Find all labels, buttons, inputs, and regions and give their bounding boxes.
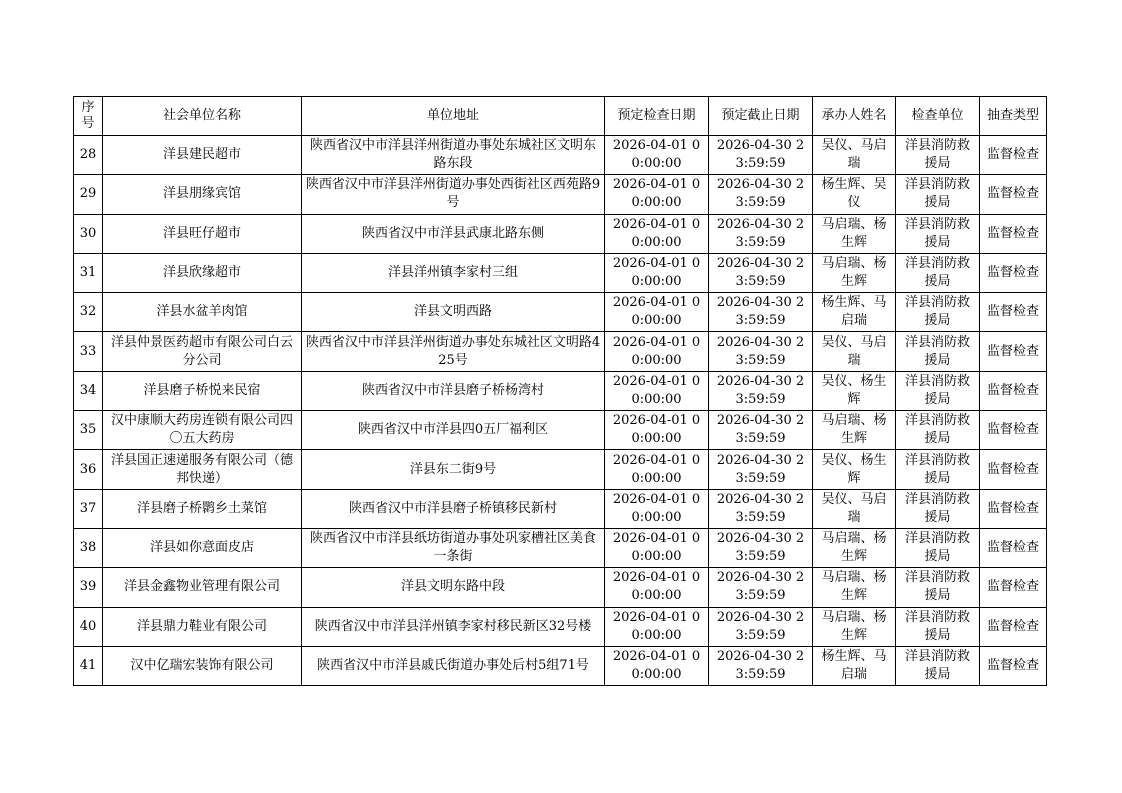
cell-address: 洋县洋州镇李家村三组 — [302, 253, 605, 292]
cell-name: 洋县鼎力鞋业有限公司 — [103, 607, 302, 646]
cell-name: 洋县金鑫物业管理有限公司 — [103, 568, 302, 607]
cell-end-date: 2026-04-30 23:59:59 — [709, 175, 813, 214]
cell-end-date: 2026-04-30 23:59:59 — [709, 489, 813, 528]
cell-check-type: 监督检查 — [980, 607, 1047, 646]
cell-address: 陕西省汉中市洋县洋州街道办事处东城社区文明东路东段 — [302, 136, 605, 175]
cell-address: 陕西省汉中市洋县武康北路东侧 — [302, 214, 605, 253]
table-row — [74, 253, 1047, 292]
table-row — [74, 175, 1047, 214]
cell-address: 洋县东二街9号 — [302, 450, 605, 489]
table-row — [74, 411, 1047, 450]
cell-end-date: 2026-04-30 23:59:59 — [709, 450, 813, 489]
cell-address: 陕西省汉中市洋县洋州镇李家村移民新区32号楼 — [302, 607, 605, 646]
cell-seq: 33 — [74, 332, 103, 371]
cell-inspection-unit: 洋县消防救援局 — [896, 646, 980, 685]
cell-handler: 马启瑞、杨生辉 — [813, 411, 896, 450]
cell-seq: 37 — [74, 489, 103, 528]
cell-check-type: 监督检查 — [980, 175, 1047, 214]
cell-handler: 马启瑞、杨生辉 — [813, 568, 896, 607]
header-handler: 承办人姓名 — [813, 97, 896, 136]
table-row — [74, 371, 1047, 410]
cell-inspection-unit: 洋县消防救援局 — [896, 607, 980, 646]
cell-start-date: 2026-04-01 00:00:00 — [605, 214, 709, 253]
cell-address: 洋县文明东路中段 — [302, 568, 605, 607]
cell-address: 陕西省汉中市洋县洋州街道办事处东城社区文明路425号 — [302, 332, 605, 371]
cell-address: 陕西省汉中市洋县磨子桥杨湾村 — [302, 371, 605, 410]
cell-name: 洋县旺仔超市 — [103, 214, 302, 253]
cell-handler: 杨生辉、吴仪 — [813, 175, 896, 214]
cell-seq: 41 — [74, 646, 103, 685]
table-row — [74, 489, 1047, 528]
cell-name: 洋县磨子桥鹮乡土菜馆 — [103, 489, 302, 528]
table-row — [74, 528, 1047, 567]
cell-check-type: 监督检查 — [980, 332, 1047, 371]
cell-address: 陕西省汉中市洋县纸坊街道办事处巩家槽社区美食一条街 — [302, 528, 605, 567]
cell-check-type: 监督检查 — [980, 528, 1047, 567]
cell-start-date: 2026-04-01 00:00:00 — [605, 450, 709, 489]
cell-start-date: 2026-04-01 00:00:00 — [605, 646, 709, 685]
cell-handler: 吴仪、杨生辉 — [813, 371, 896, 410]
header-end-date: 预定截止日期 — [709, 97, 813, 136]
table-row — [74, 646, 1047, 685]
cell-start-date: 2026-04-01 00:00:00 — [605, 489, 709, 528]
cell-address: 陕西省汉中市洋县磨子桥镇移民新村 — [302, 489, 605, 528]
cell-start-date: 2026-04-01 00:00:00 — [605, 607, 709, 646]
cell-end-date: 2026-04-30 23:59:59 — [709, 646, 813, 685]
cell-start-date: 2026-04-01 00:00:00 — [605, 371, 709, 410]
cell-seq: 32 — [74, 293, 103, 332]
cell-end-date: 2026-04-30 23:59:59 — [709, 568, 813, 607]
cell-end-date: 2026-04-30 23:59:59 — [709, 332, 813, 371]
cell-check-type: 监督检查 — [980, 136, 1047, 175]
header-inspection-unit: 检查单位 — [896, 97, 980, 136]
cell-inspection-unit: 洋县消防救援局 — [896, 214, 980, 253]
header-name: 社会单位名称 — [103, 97, 302, 136]
cell-check-type: 监督检查 — [980, 214, 1047, 253]
cell-address: 陕西省汉中市洋县戚氏街道办事处后村5组71号 — [302, 646, 605, 685]
table-row — [74, 607, 1047, 646]
cell-inspection-unit: 洋县消防救援局 — [896, 489, 980, 528]
table-row — [74, 332, 1047, 371]
cell-start-date: 2026-04-01 00:00:00 — [605, 253, 709, 292]
inspection-table — [73, 96, 1047, 686]
cell-address: 洋县文明西路 — [302, 293, 605, 332]
cell-name: 洋县如你意面皮店 — [103, 528, 302, 567]
cell-name: 洋县朋缘宾馆 — [103, 175, 302, 214]
cell-start-date: 2026-04-01 00:00:00 — [605, 332, 709, 371]
cell-seq: 38 — [74, 528, 103, 567]
cell-seq: 30 — [74, 214, 103, 253]
header-row — [74, 97, 1047, 136]
cell-seq: 28 — [74, 136, 103, 175]
cell-inspection-unit: 洋县消防救援局 — [896, 371, 980, 410]
cell-inspection-unit: 洋县消防救援局 — [896, 411, 980, 450]
cell-check-type: 监督检查 — [980, 646, 1047, 685]
cell-seq: 39 — [74, 568, 103, 607]
header-seq: 序号 — [74, 97, 103, 136]
table-row — [74, 136, 1047, 175]
cell-end-date: 2026-04-30 23:59:59 — [709, 136, 813, 175]
cell-address: 陕西省汉中市洋县洋州街道办事处西街社区西苑路9号 — [302, 175, 605, 214]
cell-seq: 35 — [74, 411, 103, 450]
cell-address: 陕西省汉中市洋县四0五厂福利区 — [302, 411, 605, 450]
cell-start-date: 2026-04-01 00:00:00 — [605, 136, 709, 175]
cell-seq: 34 — [74, 371, 103, 410]
cell-name: 洋县磨子桥悦来民宿 — [103, 371, 302, 410]
cell-start-date: 2026-04-01 00:00:00 — [605, 411, 709, 450]
cell-inspection-unit: 洋县消防救援局 — [896, 450, 980, 489]
cell-handler: 马启瑞、杨生辉 — [813, 253, 896, 292]
cell-handler: 吴仪、杨生辉 — [813, 450, 896, 489]
table-row — [74, 450, 1047, 489]
header-address: 单位地址 — [302, 97, 605, 136]
cell-seq: 36 — [74, 450, 103, 489]
cell-start-date: 2026-04-01 00:00:00 — [605, 293, 709, 332]
cell-inspection-unit: 洋县消防救援局 — [896, 175, 980, 214]
cell-check-type: 监督检查 — [980, 568, 1047, 607]
cell-inspection-unit: 洋县消防救援局 — [896, 253, 980, 292]
table-row — [74, 568, 1047, 607]
cell-handler: 马启瑞、杨生辉 — [813, 607, 896, 646]
cell-handler: 杨生辉、马启瑞 — [813, 646, 896, 685]
cell-handler: 吴仪、马启瑞 — [813, 489, 896, 528]
cell-name: 汉中亿瑞宏装饰有限公司 — [103, 646, 302, 685]
cell-inspection-unit: 洋县消防救援局 — [896, 568, 980, 607]
cell-end-date: 2026-04-30 23:59:59 — [709, 528, 813, 567]
cell-end-date: 2026-04-30 23:59:59 — [709, 371, 813, 410]
cell-handler: 吴仪、马启瑞 — [813, 136, 896, 175]
cell-check-type: 监督检查 — [980, 450, 1047, 489]
table-row — [74, 293, 1047, 332]
cell-end-date: 2026-04-30 23:59:59 — [709, 253, 813, 292]
cell-handler: 吴仪、马启瑞 — [813, 332, 896, 371]
cell-end-date: 2026-04-30 23:59:59 — [709, 293, 813, 332]
cell-start-date: 2026-04-01 00:00:00 — [605, 528, 709, 567]
cell-start-date: 2026-04-01 00:00:00 — [605, 568, 709, 607]
cell-end-date: 2026-04-30 23:59:59 — [709, 214, 813, 253]
cell-end-date: 2026-04-30 23:59:59 — [709, 607, 813, 646]
cell-end-date: 2026-04-30 23:59:59 — [709, 411, 813, 450]
cell-name: 洋县仲景医药超市有限公司白云分公司 — [103, 332, 302, 371]
cell-start-date: 2026-04-01 00:00:00 — [605, 175, 709, 214]
cell-check-type: 监督检查 — [980, 489, 1047, 528]
cell-name: 汉中康顺大药房连锁有限公司四〇五大药房 — [103, 411, 302, 450]
cell-handler: 杨生辉、马启瑞 — [813, 293, 896, 332]
cell-name: 洋县建民超市 — [103, 136, 302, 175]
cell-inspection-unit: 洋县消防救援局 — [896, 136, 980, 175]
cell-name: 洋县国正速递服务有限公司（德邦快递） — [103, 450, 302, 489]
cell-check-type: 监督检查 — [980, 293, 1047, 332]
table-row — [74, 214, 1047, 253]
cell-check-type: 监督检查 — [980, 253, 1047, 292]
cell-check-type: 监督检查 — [980, 411, 1047, 450]
cell-inspection-unit: 洋县消防救援局 — [896, 293, 980, 332]
cell-check-type: 监督检查 — [980, 371, 1047, 410]
header-start-date: 预定检查日期 — [605, 97, 709, 136]
cell-seq: 40 — [74, 607, 103, 646]
cell-handler: 马启瑞、杨生辉 — [813, 214, 896, 253]
cell-seq: 31 — [74, 253, 103, 292]
cell-name: 洋县水盆羊肉馆 — [103, 293, 302, 332]
cell-name: 洋县欣缘超市 — [103, 253, 302, 292]
cell-seq: 29 — [74, 175, 103, 214]
cell-inspection-unit: 洋县消防救援局 — [896, 332, 980, 371]
header-check-type: 抽查类型 — [980, 97, 1047, 136]
cell-handler: 马启瑞、杨生辉 — [813, 528, 896, 567]
cell-inspection-unit: 洋县消防救援局 — [896, 528, 980, 567]
